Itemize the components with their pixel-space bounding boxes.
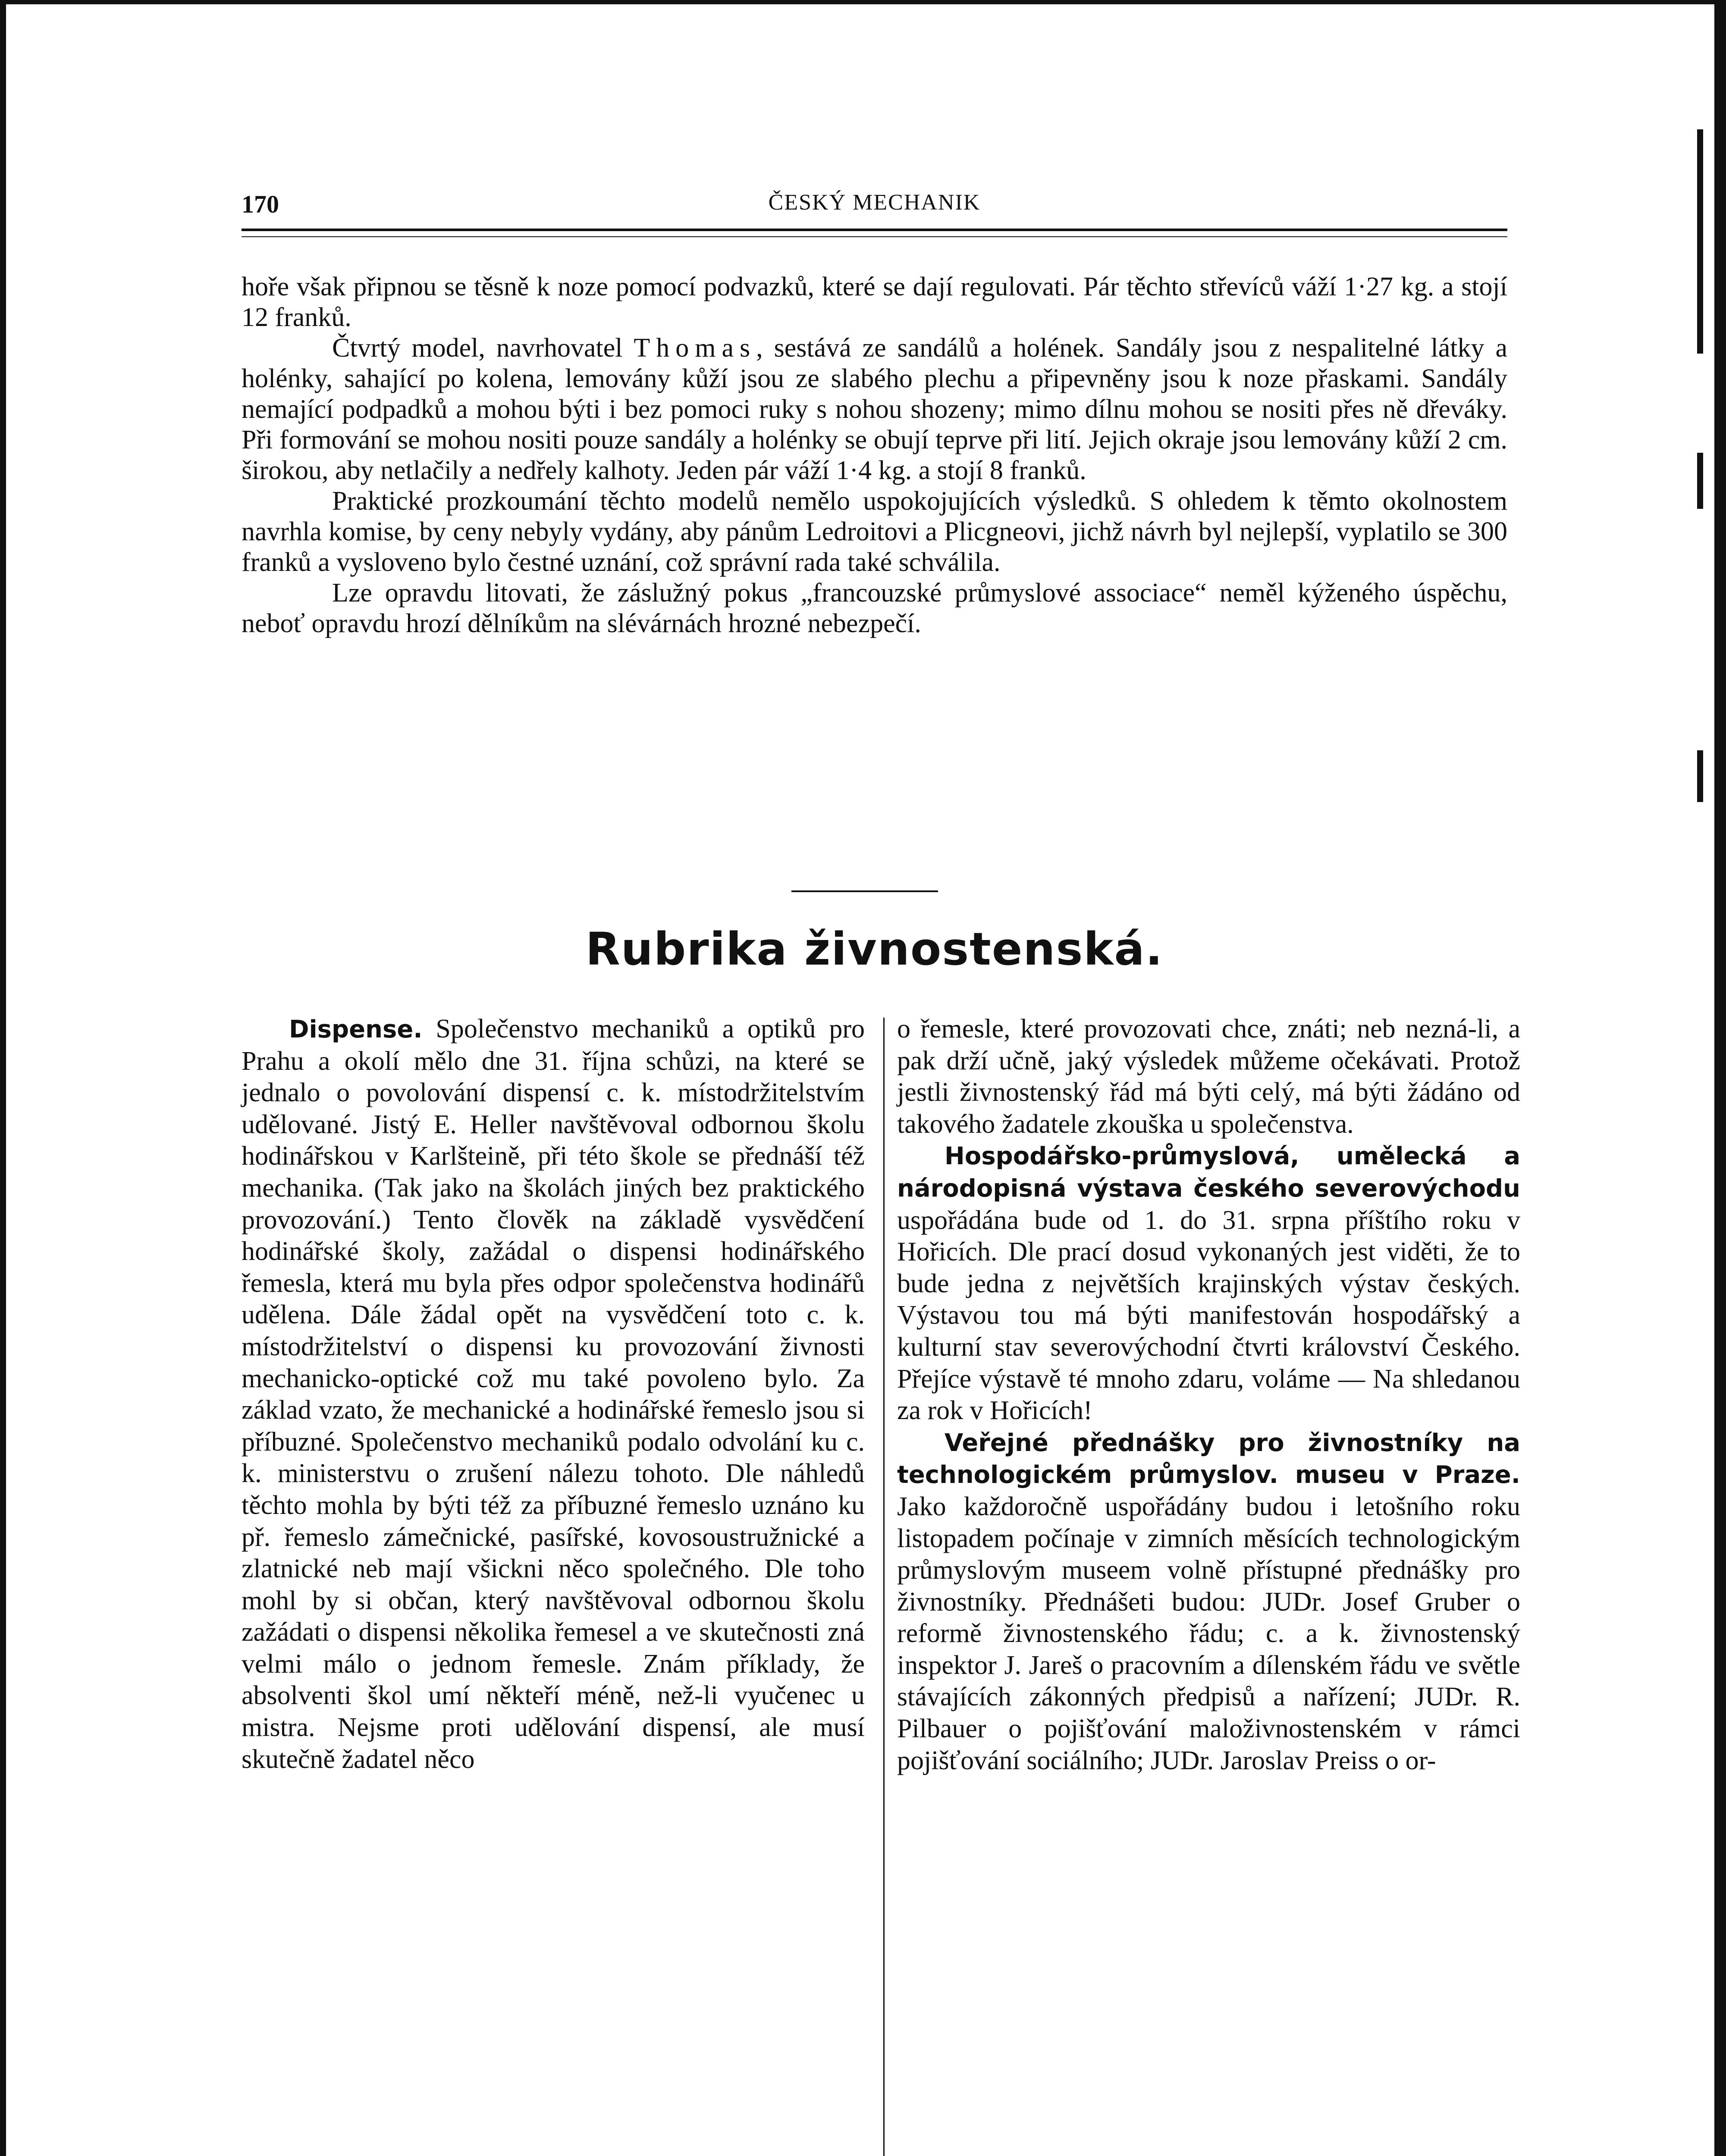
running-header <box>242 190 1507 220</box>
right-column <box>897 1013 1520 1777</box>
article-heading: Veřejné přednášky pro živnostníky na technologickém průmyslov. museu v Praze. <box>897 1429 1520 1489</box>
paragraph: hoře však připnou se těsně k noze pomocí podvazků, které se dají regulovati. Pár těchto střevíců váží 1·27 kg. a stojí 12 franků. <box>242 272 1507 332</box>
header-rule <box>242 236 1507 237</box>
article-heading: Hospodářsko-průmyslová, umělecká a národopisná výstava českého severovýchodu <box>897 1142 1520 1203</box>
left-column <box>242 1013 865 1775</box>
text-run: Čtvrtý model, navrhovatel <box>332 333 634 363</box>
paragraph <box>897 1427 1520 1777</box>
paragraph: Lze opravdu litovati, že záslužný pokus „francouzské průmyslové associace“ neměl kýženého úspěchu, neboť opravdu hrozí dělníkům na slévárnách hrozné nebezpečí. <box>242 578 1507 638</box>
scan-mark <box>1697 750 1703 802</box>
article-heading: Dispense. <box>289 1015 423 1044</box>
scan-border-top <box>0 0 1726 4</box>
scan-border-right <box>1714 0 1726 2156</box>
scan-border-left <box>0 0 6 2156</box>
paragraph <box>242 1013 865 1775</box>
article-text: uspořádána bude od 1. do 31. srpna příštího roku v Hořicích. Dle prací dosud vykonaných jest viděti, že to bude jedna z největších krajinských výstav českých. Výstavou tou má býti manifestován hospodářský a kulturní stav severovýchodní čtvrti království Českého. Přejíce výstavě té mnoho zdaru, voláme — Na shledanou za rok v Hořicích! <box>897 1205 1520 1426</box>
section-divider <box>791 890 938 892</box>
scan-mark <box>1697 453 1703 509</box>
paragraph <box>897 1140 1520 1426</box>
text-run: , sestává ze sandálů a holének. Sandály jsou z nespalitelné látky a holénky, sahající po kolena, lemovány kůží jsou ze slabého plechu a připevněny jsou k noze přaskami. Sandály nemající podpadků a mohou býti i bez pomoci ruky s nohou shozeny; mimo dílnu mohou se nositi přes ně dřeváky. Při formování se mohou nositi pouze sandály a holénky se obují teprve při lití. Jejich okraje jsou lemovány kůží 2 cm. širokou, aby netlačily a nedřely kalhoty. Jeden pár váží 1·4 kg. a stojí 8 franků. <box>242 333 1507 485</box>
page-number: 170 <box>242 190 279 218</box>
article-text: Společenstvo mechaniků a optiků pro Prahu a okolí mělo dne 31. října schůzi, na které se jednalo o povolování dispensí c. k. místodržitelstvím udělované. Jistý E. Heller navštěvoval odbornou školu hodinářskou v Karlšteině, při této škole se přednáší též mechanika. (Tak jako na školách jiných bez praktického provozování.) Tento člověk na základě vysvědčení hodinářské školy, zažádal o dispensi hodinářského řemesla, která mu byla přes odpor společenstva hodinářů udělena. Dále žádal opět na vysvědčení toto c. k. místodržitelství o dispensi ku provozování živnosti mechanicko-optické což mu také povoleno bylo. Za základ vzato, že mechanické a hodinářské řemeslo jsou si příbuzné. Společenstvo mechaniků podalo odvolání ku c. k. ministerstvu o zrušení nálezu tohoto. Dle náhledů těchto mohla by býti též za příbuzné řemeslo uznáno ku př. řemeslo zámečnické, pasířské, kovosoustružnické a zlatnické neb mají všickni něco společného. Dle toho mohl by si občan, který navštěvoval odbornou školu zažádati o dispensi několika řemesel a ve skutečnosti zná velmi málo o jednom řemesle. Znám příklady, že absolventi škol umí někteří méně, než-li vyučenec u mistra. Nejsme proti udělování dispensí, ale musí skutečně žadatel něco <box>242 1014 865 1774</box>
section-title: Rubrika živnostenská. <box>585 923 1164 975</box>
paragraph: Praktické prozkoumání těchto modelů nemělo uspokojujících výsledků. S ohledem k těmto okolnostem navrhla komise, by ceny nebyly vydány, aby pánům Ledroitovi a Plicgneovi, jichž návrh byl nejlepší, vyplatilo se 300 franků a vysloveno bylo čestné uznání, což správní rada také schválila. <box>242 486 1507 577</box>
paragraph: o řemesle, které provozovati chce, znáti; neb nezná-li, a pak drží učně, jaký výsledek můžeme očekávati. Protož jestli živnostenský řád má býti celý, má býti žádáno od takového žadatele zkouška u společenstva. <box>897 1014 1520 1139</box>
column-divider <box>883 1018 885 2156</box>
article-text: Jako každoročně uspořádány budou i letošního roku listopadem počínaje v zimních měsících technologickým průmyslovým museem volně přístupné přednášky pro živnostníky. Přednášeti budou: JUDr. Josef Gruber o reformě živnostenského řádu; c. a k. živnostenský inspektor J. Jareš o pracovním a dílenském řádu ve světle stávajících zákonných předpisů a nařízení; JUDr. R. Pilbauer o pojišťování maloživnostenském v rámci pojišťování sociálního; JUDr. Jaroslav Preiss o or- <box>897 1492 1520 1775</box>
paragraph <box>242 333 1507 486</box>
scan-mark <box>1697 129 1703 354</box>
running-title: ČESKÝ MECHANIK <box>768 190 981 215</box>
header-rule <box>242 229 1507 231</box>
intro-text <box>242 272 1507 639</box>
person-name: Thomas <box>634 333 756 363</box>
